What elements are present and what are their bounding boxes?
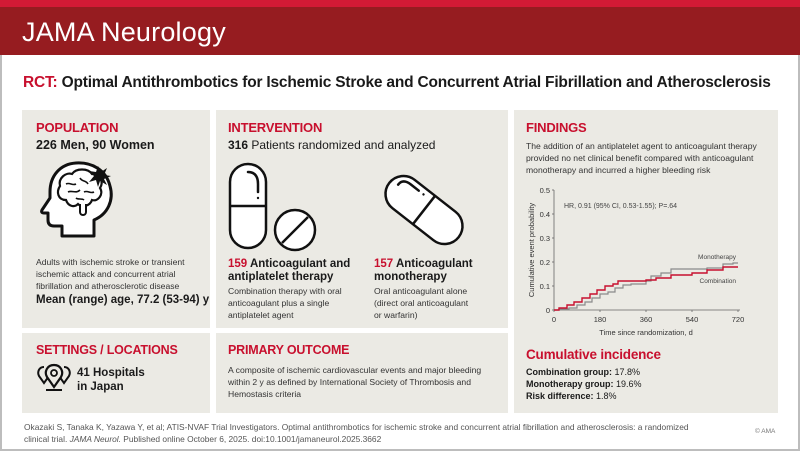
capsule-and-tablet-icon [228,162,328,252]
settings-line: 41 Hospitals [77,367,145,379]
intervention-heading: INTERVENTION [228,120,323,135]
findings-summary-line: The addition of an antiplatelet agent to anticoagulant therapy [526,141,757,151]
population-age: Mean (range) age, 77.2 (53-94) y [36,294,210,306]
findings-heading: FINDINGS [526,120,587,135]
population-description-line: fibrillation and atherosclerotic disease [36,281,180,291]
map-pins-icon [36,363,72,393]
arm-combination-title: Anticoagulant and [247,258,351,270]
intervention-panel [216,110,508,328]
title-text: Optimal Antithrombotics for Ischemic Stroke and Concurrent Atrial Fibrillation and Atherosclerosis [57,74,771,91]
arm-combination-description: antiplatelet agent [228,310,294,320]
primary-outcome-line: within 2 y as defined by International Society of Thrombosis and [228,377,471,387]
intervention-total [228,138,435,152]
combination-label: Combination [699,278,736,285]
arm-combination [228,258,358,321]
journal-title: JAMA Neurology [22,17,226,47]
arm-monotherapy [374,258,504,321]
citation-text: clinical trial. [24,434,70,444]
y-tick: 0.3 [539,234,550,243]
chart-hr-annotation: HR, 0.91 (95% CI, 0.53-1.55); P=.64 [564,203,678,210]
x-tick: 180 [593,315,607,324]
incidence-monotherapy [526,378,642,390]
findings-panel [514,110,778,413]
cumulative-incidence-list [526,366,642,402]
settings-heading: SETTINGS / LOCATIONS [36,343,178,357]
settings-line: in Japan [77,381,124,393]
citation-line: Okazaki S, Tanaka K, Yazawa Y, et al; ATIS-NVAF Trial Investigators. Optimal antithrombotics for ischemic stroke and concurrent atrial fibrillation and atherosclerosis: a randomized [24,422,689,432]
combination-curve [554,267,738,310]
incidence-label: Monotherapy group: [526,379,614,389]
citation-line [24,433,704,445]
findings-summary [526,140,776,176]
y-tick: 0 [545,306,550,315]
primary-outcome-description [228,364,503,400]
total-number: 316 [228,138,249,152]
capsule-icon [374,170,474,250]
arm-combination-n: 159 [228,258,248,270]
arm-monotherapy-title-2: monotherapy [374,271,447,283]
primary-outcome-heading: PRIMARY OUTCOME [228,343,350,357]
incidence-label: Combination group: [526,367,612,377]
arm-combination-description: anticoagulant plus a single [228,298,330,308]
primary-outcome-line: A composite of ischemic cardiovascular events and major bleeding [228,365,482,375]
incidence-value: 19.6% [613,379,642,389]
x-tick: 360 [639,315,653,324]
incidence-combination [526,366,642,378]
page-title [23,74,771,92]
chart-xlabel: Time since randomization, d [599,328,693,337]
head-brain-stroke-icon [36,154,126,244]
monotherapy-label: Monotherapy [698,254,736,261]
findings-summary-line: provided no net clinical benefit compared with anticoagulant [526,153,754,163]
total-label: Patients randomized and analyzed [248,138,436,152]
incidence-value: 1.8% [593,391,617,401]
y-tick: 0.5 [539,186,550,195]
primary-outcome-line: Hemostasis criteria [228,389,302,399]
arm-monotherapy-title: Anticoagulant [393,258,473,270]
study-type-tag: RCT: [23,74,58,91]
y-tick: 0.2 [539,258,550,267]
population-description-line: ischemic attack and concurrent atrial [36,269,176,279]
population-counts: 226 Men, 90 Women [36,138,155,152]
arm-monotherapy-description: or warfarin) [374,310,418,320]
citation-journal: JAMA Neurol. [69,434,121,444]
y-tick: 0.1 [539,282,550,291]
x-tick: 720 [731,315,745,324]
population-description-line: Adults with ischemic stroke or transient [36,257,185,267]
incidence-label: Risk difference: [526,391,594,401]
journal-header [0,0,800,55]
population-panel [22,110,210,328]
primary-outcome-panel [216,333,508,413]
arm-monotherapy-description: Oral anticoagulant alone [374,286,468,296]
incidence-risk-difference [526,390,642,402]
cumulative-incidence-heading: Cumulative incidence [526,347,661,362]
y-tick: 0.4 [539,210,550,219]
x-tick: 0 [551,315,557,324]
incidence-value: 17.8% [611,367,641,377]
settings-panel [22,333,210,413]
settings-text [77,366,145,394]
citation-text: Published online October 6, 2025. doi:10.1001/jamaneurol.2025.3662 [120,434,382,444]
arm-monotherapy-n: 157 [374,258,394,270]
arm-combination-title-2: antiplatelet therapy [228,271,334,283]
population-heading: POPULATION [36,120,119,135]
population-description [36,256,206,292]
citation [24,421,704,445]
findings-summary-line: monotherapy and incurred a higher bleeding risk [526,165,711,175]
arm-monotherapy-description: (direct oral anticoagulant [374,298,469,308]
arm-combination-description: Combination therapy with oral [228,286,342,296]
x-tick: 540 [685,315,699,324]
copyright: © AMA [755,428,776,435]
chart-ylabel: Cumulative event probability [527,202,536,298]
cumulative-event-chart [514,182,778,342]
